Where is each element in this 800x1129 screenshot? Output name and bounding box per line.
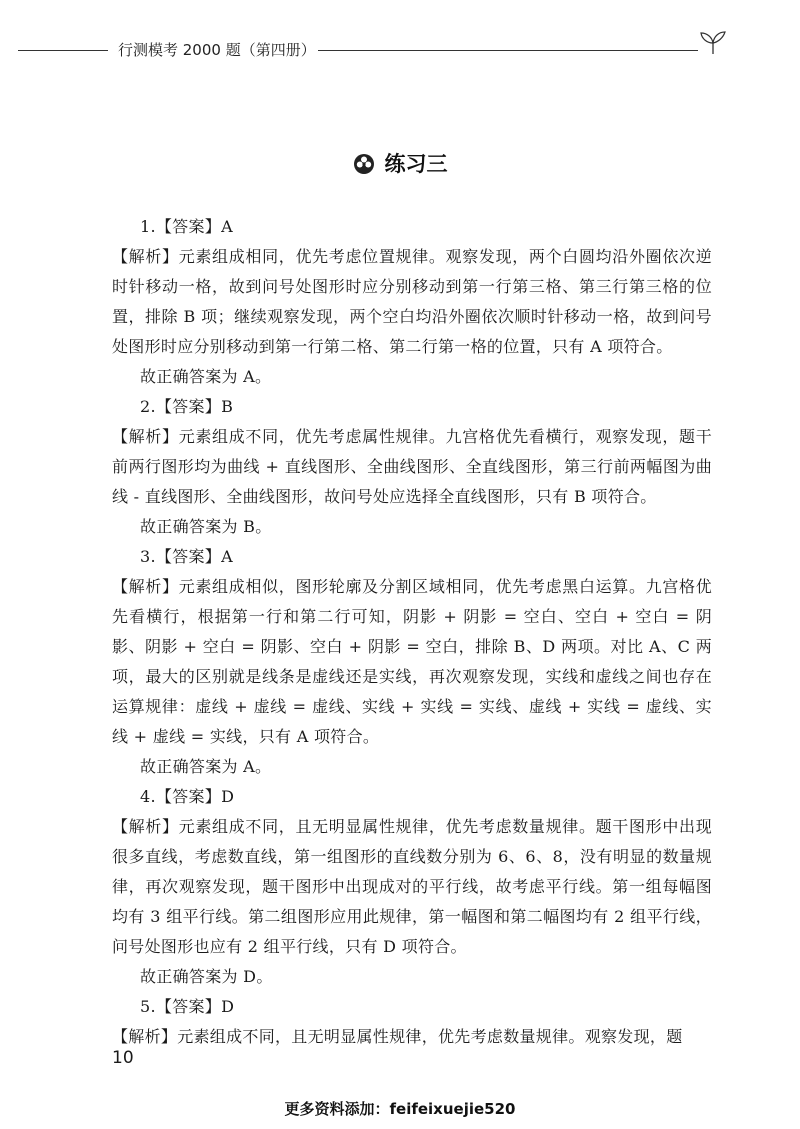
section-title-text: 练习三 xyxy=(384,152,448,176)
conclusion-3: 故正确答案为 A。 xyxy=(140,757,272,776)
conclusion-2: 故正确答案为 B。 xyxy=(140,517,272,536)
page-number: 10 xyxy=(112,1048,134,1068)
section-title xyxy=(0,148,800,178)
answer-line-1: 1.【答案】A xyxy=(140,217,233,236)
running-header xyxy=(18,36,718,66)
answer-content xyxy=(112,212,712,1052)
conclusion-1: 故正确答案为 A。 xyxy=(140,367,272,386)
answer-line-4: 4.【答案】D xyxy=(140,787,235,806)
answer-line-2: 2.【答案】B xyxy=(140,397,234,416)
explanation-4: 【解析】元素组成不同，且无明显属性规律，优先考虑数量规律。题干图形中出现很多直线，考虑数直线，第一组图形的直线数分别为 6、6、8，没有明显的数量规律，再次观察发现，题干图形中出现成对的平行线，故考虑平行线。第一组每幅图均有 3 组平行线。第二组图形应用此规律，第一幅图和第二幅图均有 2 组平行线，问号处图形也应有 2 组平行线，只有 D 项符合。 xyxy=(112,817,712,956)
answer-line-5: 5.【答案】D xyxy=(140,997,235,1016)
header-rule-right xyxy=(318,50,698,51)
footer-note: 更多资料添加：feifeixuejie520 xyxy=(284,1100,516,1118)
explanation-2: 【解析】元素组成不同，优先考虑属性规律。九宫格优先看横行，观察发现，题干前两行图形均为曲线 + 直线图形、全曲线图形、全直线图形，第三行前两幅图为曲线 - 直线图形、全曲线图形，故问号处应选择全直线图形，只有 B 项符合。 xyxy=(112,427,712,506)
header-rule-left xyxy=(18,50,108,51)
sprout-icon xyxy=(698,30,728,56)
explanation-5: 【解析】元素组成不同，且无明显属性规律，优先考虑数量规律。观察发现，题 xyxy=(112,1027,683,1046)
flower-icon xyxy=(353,153,375,175)
header-title: 行测模考 2000 题（第四册） xyxy=(118,41,316,59)
conclusion-4: 故正确答案为 D。 xyxy=(140,967,273,986)
explanation-3: 【解析】元素组成相似，图形轮廓及分割区域相同，优先考虑黑白运算。九宫格优先看横行，根据第一行和第二行可知，阴影 + 阴影 = 空白、空白 + 空白 = 阴影、阴影 + 空白 = 阴影、空白 + 阴影 = 空白，排除 B、D 两项。对比 A、C 两项，最大的区别就是线条是虚线还是实线，再次观察发现，实线和虚线之间也存在运算规律：虚线 + 虚线 = 虚线、实线 + 实线 = 实线、虚线 + 实线 = 虚线、实线 + 虚线 = 实线，只有 A 项符合。 xyxy=(112,577,712,746)
explanation-1: 【解析】元素组成相同，优先考虑位置规律。观察发现，两个白圆均沿外圈依次逆时针移动一格，故到问号处图形时应分别移动到第一行第三格、第三行第三格的位置，排除 B 项；继续观察发现，两个空白均沿外圈依次顺时针移动一格，故到问号处图形时应分别移动到第一行第二格、第二行第一格的位置，只有 A 项符合。 xyxy=(112,247,712,356)
answer-line-3: 3.【答案】A xyxy=(140,547,233,566)
